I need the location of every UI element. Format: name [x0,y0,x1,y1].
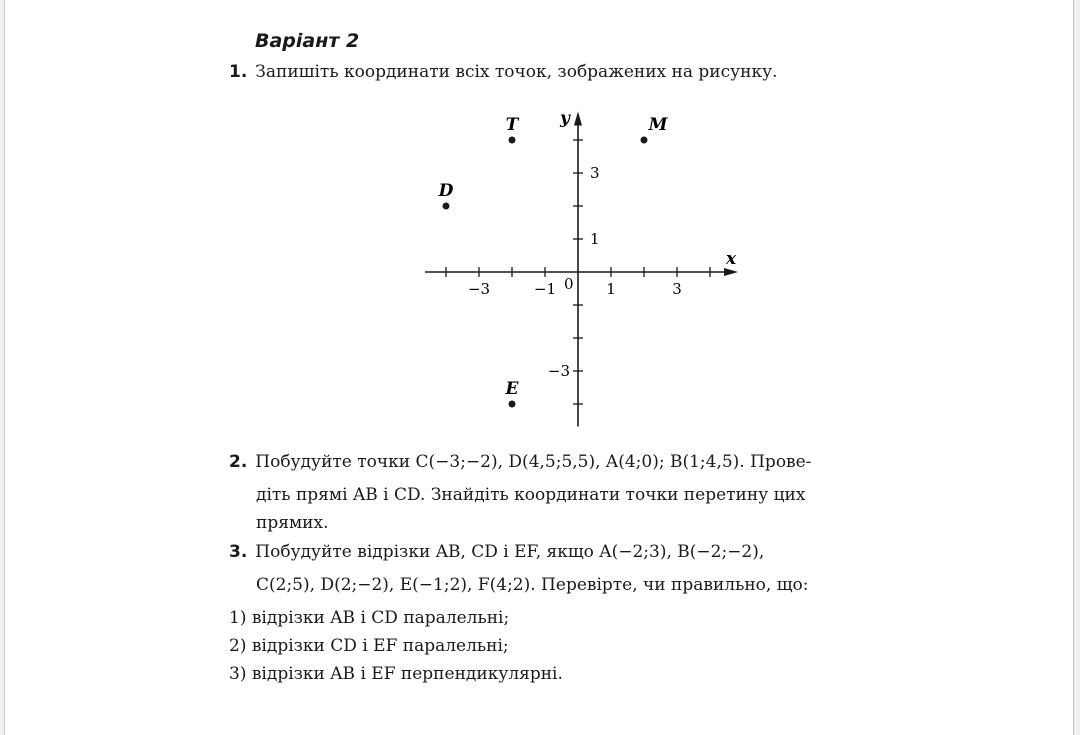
task-2-line-2: діть прямі AB і CD. Знайдіть координати точки перетину цих [256,485,806,505]
point-label-m: M [648,115,668,135]
point-d [443,203,450,210]
origin-label: 0 [564,275,574,293]
task-3 [229,542,764,562]
x-axis-label: x [726,249,737,269]
task-2-line-3: прямих. [256,513,329,533]
point-label-t: T [505,115,519,135]
y-tick-label: −3 [547,362,570,380]
y-tick-label: 1 [590,230,600,248]
task-1-number: 1. [229,62,248,82]
coordinate-plane [425,100,745,430]
task-3-item-2: 2) відрізки CD і EF паралельні; [229,636,509,656]
x-tick-label: 3 [672,280,682,298]
worksheet-page [4,0,1074,735]
point-label-e: E [505,379,519,399]
task-3-line-2: C(2;5), D(2;−2), E(−1;2), F(4;2). Перевірте, чи правильно, що: [256,575,809,595]
y-axis-label: y [560,108,570,129]
task-2-number: 2. [229,452,248,472]
y-tick-label: 3 [590,164,600,182]
task-1 [229,62,778,82]
x-tick-label: 1 [606,280,616,298]
task-3-number: 3. [229,542,248,562]
x-tick-label: −3 [467,280,491,298]
point-m [641,137,648,144]
task-2 [229,452,811,472]
task-3-item-3: 3) відрізки AB і EF перпендикулярні. [229,664,563,684]
x-axis-arrow [724,268,738,276]
point-t [509,137,516,144]
point-label-d: D [438,181,454,201]
task-3-line-1: Побудуйте відрізки AB, CD і EF, якщо A(−2;3), B(−2;−2), [255,542,765,562]
x-tick-label: −1 [533,280,557,298]
task-2-line-1: Побудуйте точки C(−3;−2), D(4,5;5,5), A(4;0); B(1;4,5). Прове- [255,452,812,472]
point-e [509,401,516,408]
task-3-item-1: 1) відрізки AB і CD паралельні; [229,608,510,628]
task-1-text: Запишіть координати всіх точок, зображених на рисунку. [255,62,778,82]
variant-heading: Варіант 2 [255,30,360,52]
y-axis-arrow [574,112,582,126]
